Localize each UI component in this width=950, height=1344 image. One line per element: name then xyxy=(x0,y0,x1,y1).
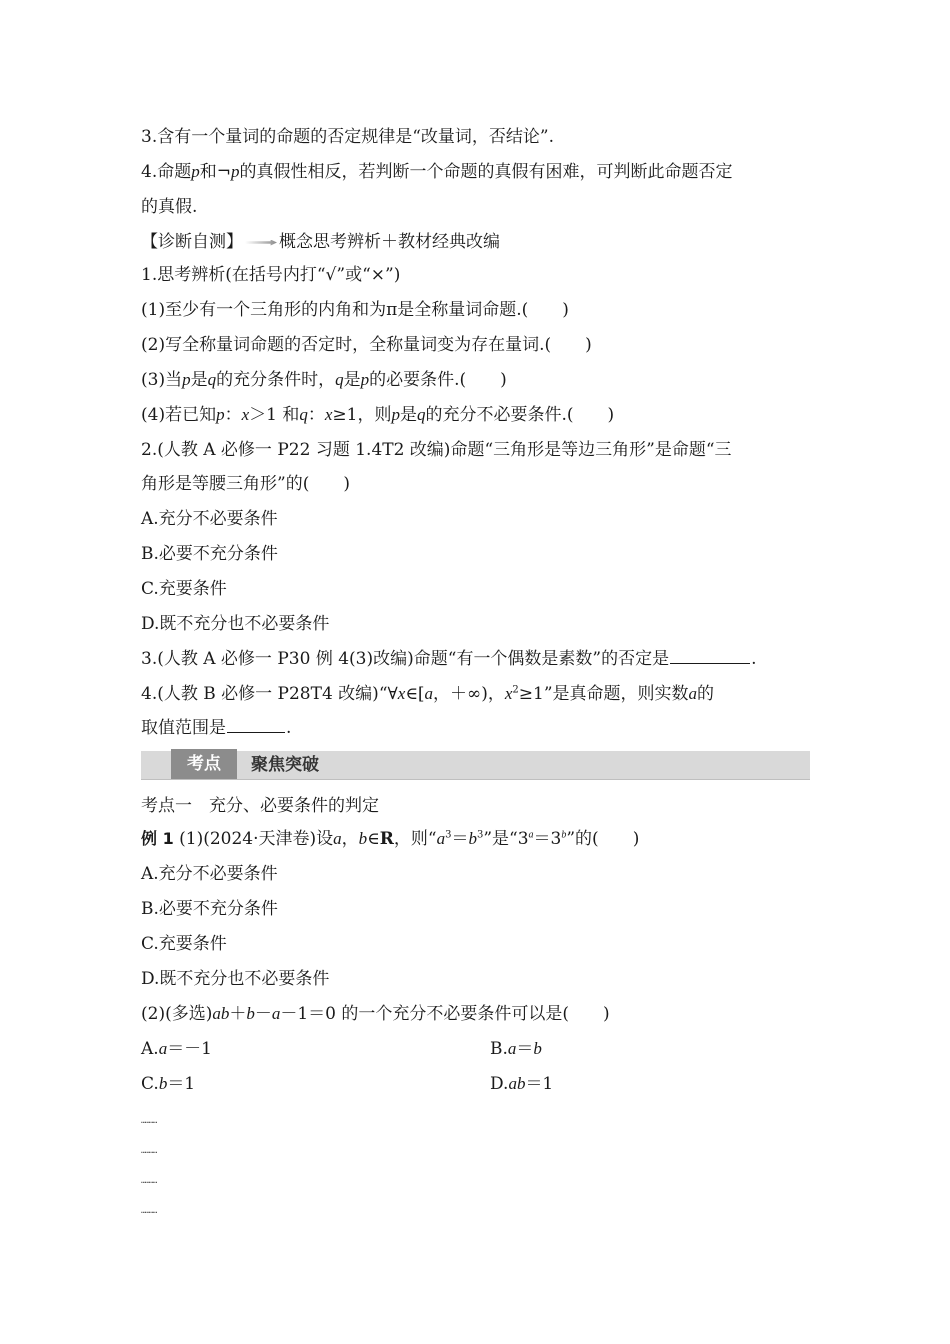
text: (1)(2024·天津卷)设 xyxy=(173,829,334,849)
ex2-option-c xyxy=(141,1074,195,1094)
text: (2)写全称量词命题的否定时，全称量词变为存在量词.( xyxy=(141,335,552,355)
var-x: x xyxy=(324,405,333,424)
q4-line2 xyxy=(141,716,815,740)
var-q: q xyxy=(416,405,426,424)
option-text: ＝ xyxy=(516,1039,534,1059)
text: 的 xyxy=(697,684,715,704)
section-tab: 考点 xyxy=(171,749,237,779)
q1-item-2 xyxy=(141,333,815,357)
diagnosis-heading xyxy=(141,230,815,254)
text: 4.(人教 B 必修一 P28T4 改编)“∀ xyxy=(141,684,398,704)
text: ∈ xyxy=(367,829,380,849)
q2-option-a: A.充分不必要条件 xyxy=(141,509,278,529)
diagnosis-title: 【诊断自测】 xyxy=(141,232,243,252)
var-b: b xyxy=(468,829,477,848)
text: － xyxy=(254,1004,272,1024)
var-b: b xyxy=(246,1004,255,1023)
option-label: C. xyxy=(141,1074,159,1094)
option-label: B. xyxy=(490,1039,508,1059)
option-text: ＝1 xyxy=(525,1074,554,1094)
q2-line2 xyxy=(141,472,815,496)
text: ”是“3 xyxy=(483,829,529,849)
ex1-option-c: C.充要条件 xyxy=(141,934,227,954)
text: 是 xyxy=(399,405,417,425)
text: ， xyxy=(341,829,359,849)
ex2-options-row2 xyxy=(141,1072,815,1096)
q1-title: 1.思考辨析(在括号内打“√”或“×”) xyxy=(141,265,401,285)
exponent: 3 xyxy=(476,829,484,841)
var-a: a xyxy=(436,829,446,848)
var-x: x xyxy=(504,684,513,703)
var-p: p xyxy=(391,405,400,424)
text: ： xyxy=(307,405,325,425)
var-a: a xyxy=(507,1039,517,1058)
ex1-option-a: A.充分不必要条件 xyxy=(141,864,278,884)
text: 取值范围是 xyxy=(141,718,226,738)
q2-option-c: C.充要条件 xyxy=(141,579,227,599)
q2-line1: 2.(人教 A 必修一 P22 习题 1.4T2 改编)命题“三角形是等边三角形”是命题“三 xyxy=(141,440,732,460)
close-paren: ) xyxy=(603,1004,610,1024)
var-x: x xyxy=(397,684,406,703)
arrow-right-icon xyxy=(245,240,277,246)
text: 角形是等腰三角形”的( xyxy=(141,474,310,494)
dotted-line: ………… xyxy=(141,1206,157,1215)
close-paren: ) xyxy=(632,829,640,849)
ex1-option-b: B.必要不充分条件 xyxy=(141,899,278,919)
var-p: p xyxy=(182,370,191,389)
diagnosis-subtitle: 概念思考辨析＋教材经典改编 xyxy=(279,232,500,252)
text: 3.(人教 A 必修一 P30 例 4(3)改编)命题“有一个偶数是素数”的否定是 xyxy=(141,649,670,669)
q4-line1 xyxy=(141,682,815,706)
text: ∈[ xyxy=(405,684,425,704)
var-p: p xyxy=(216,405,225,424)
var-ab: ab xyxy=(212,1004,230,1023)
q1-item-3 xyxy=(141,368,815,392)
q2-option-b: B.必要不充分条件 xyxy=(141,544,278,564)
ex2-option-d xyxy=(490,1072,553,1096)
var-b: b xyxy=(358,829,368,848)
q3 xyxy=(141,647,815,671)
var-b: b xyxy=(561,829,567,841)
option-label: D. xyxy=(490,1074,509,1094)
var-a: a xyxy=(688,684,698,703)
var-p: p xyxy=(360,370,370,389)
dotted-line: ………… xyxy=(141,1146,157,1155)
text: (3)当 xyxy=(141,370,183,390)
text: 是 xyxy=(190,370,208,390)
var-q: q xyxy=(335,370,344,389)
close-paren: ) xyxy=(585,335,592,355)
var-x: x xyxy=(241,405,250,424)
text: (2)(多选) xyxy=(141,1004,213,1024)
var-a: a xyxy=(424,684,434,703)
topic-heading: 考点一 充分、必要条件的判定 xyxy=(141,796,379,816)
text: 是 xyxy=(343,370,361,390)
var-ab: ab xyxy=(508,1074,526,1093)
text: ≥1”是真命题，则实数 xyxy=(518,684,689,704)
option-text: ＝1 xyxy=(167,1074,196,1094)
section-title: 聚焦突破 xyxy=(251,755,319,775)
close-paren: ) xyxy=(607,405,615,425)
var-a: a xyxy=(158,1039,168,1058)
option-label: A. xyxy=(141,1039,159,1059)
var-p: p xyxy=(191,162,200,181)
text: ＝3 xyxy=(533,829,562,849)
text: ＞1 和 xyxy=(249,405,300,425)
text: 4.命题 xyxy=(141,162,192,182)
var-p: p xyxy=(230,162,240,181)
var-b: b xyxy=(533,1039,542,1058)
q1-item-1 xyxy=(141,298,815,322)
text: 的充分条件时， xyxy=(216,370,336,390)
text: 和¬ xyxy=(199,162,231,182)
q2-option-d: D.既不充分也不必要条件 xyxy=(141,614,330,634)
answer-blank xyxy=(670,647,750,664)
section-banner xyxy=(141,749,810,781)
text: ≥1，则 xyxy=(332,405,392,425)
close-paren: ) xyxy=(500,370,507,390)
text: ： xyxy=(224,405,242,425)
var-a: a xyxy=(528,829,534,841)
var-q: q xyxy=(299,405,308,424)
answer-blank xyxy=(227,716,285,733)
reals-symbol: R xyxy=(379,829,394,849)
banner-background xyxy=(141,751,810,779)
ex2-option-b xyxy=(490,1037,542,1061)
dotted-line: ………… xyxy=(141,1116,157,1125)
text: . xyxy=(751,649,757,669)
text: 的充分不必要条件.( xyxy=(425,405,574,425)
text: . xyxy=(286,718,292,738)
text: ”的( xyxy=(566,829,599,849)
var-a: a xyxy=(333,829,342,848)
ex2-options-row1 xyxy=(141,1037,815,1061)
close-paren: ) xyxy=(562,300,569,320)
var-a: a xyxy=(271,1004,281,1023)
text: (1)至少有一个三角形的内角和为π是全称量词命题.( xyxy=(141,300,529,320)
text: ，＋∞)， xyxy=(433,684,505,704)
text: ＝ xyxy=(451,829,469,849)
text: 的真假性相反，若判断一个命题的真假有困难，可判断此命题否定 xyxy=(239,162,733,182)
var-q: q xyxy=(207,370,217,389)
ex1-option-d: D.既不充分也不必要条件 xyxy=(141,969,330,989)
example-1-part-1 xyxy=(141,827,815,851)
exponent: 3 xyxy=(445,829,452,841)
q1-item-4 xyxy=(141,403,815,427)
text: ，则“ xyxy=(393,829,437,849)
text: (4)若已知 xyxy=(141,405,217,425)
example-label: 例 1 xyxy=(141,829,174,848)
divider xyxy=(141,779,810,780)
text: 的必要条件.( xyxy=(369,370,467,390)
dotted-line: ………… xyxy=(141,1176,157,1185)
option-text: ＝－1 xyxy=(167,1039,213,1059)
example-1-part-2 xyxy=(141,1002,815,1026)
summary-item-4-line1 xyxy=(141,160,815,184)
text: ＋ xyxy=(229,1004,247,1024)
close-paren: ) xyxy=(343,474,350,494)
var-b: b xyxy=(158,1074,168,1093)
exponent: 2 xyxy=(512,684,519,696)
text: －1＝0 的一个充分不必要条件可以是( xyxy=(280,1004,570,1024)
summary-item-4-line2: 的真假. xyxy=(141,197,198,217)
ex2-option-a xyxy=(141,1039,212,1059)
summary-item-3: 3.含有一个量词的命题的否定规律是“改量词，否结论”. xyxy=(141,127,555,147)
